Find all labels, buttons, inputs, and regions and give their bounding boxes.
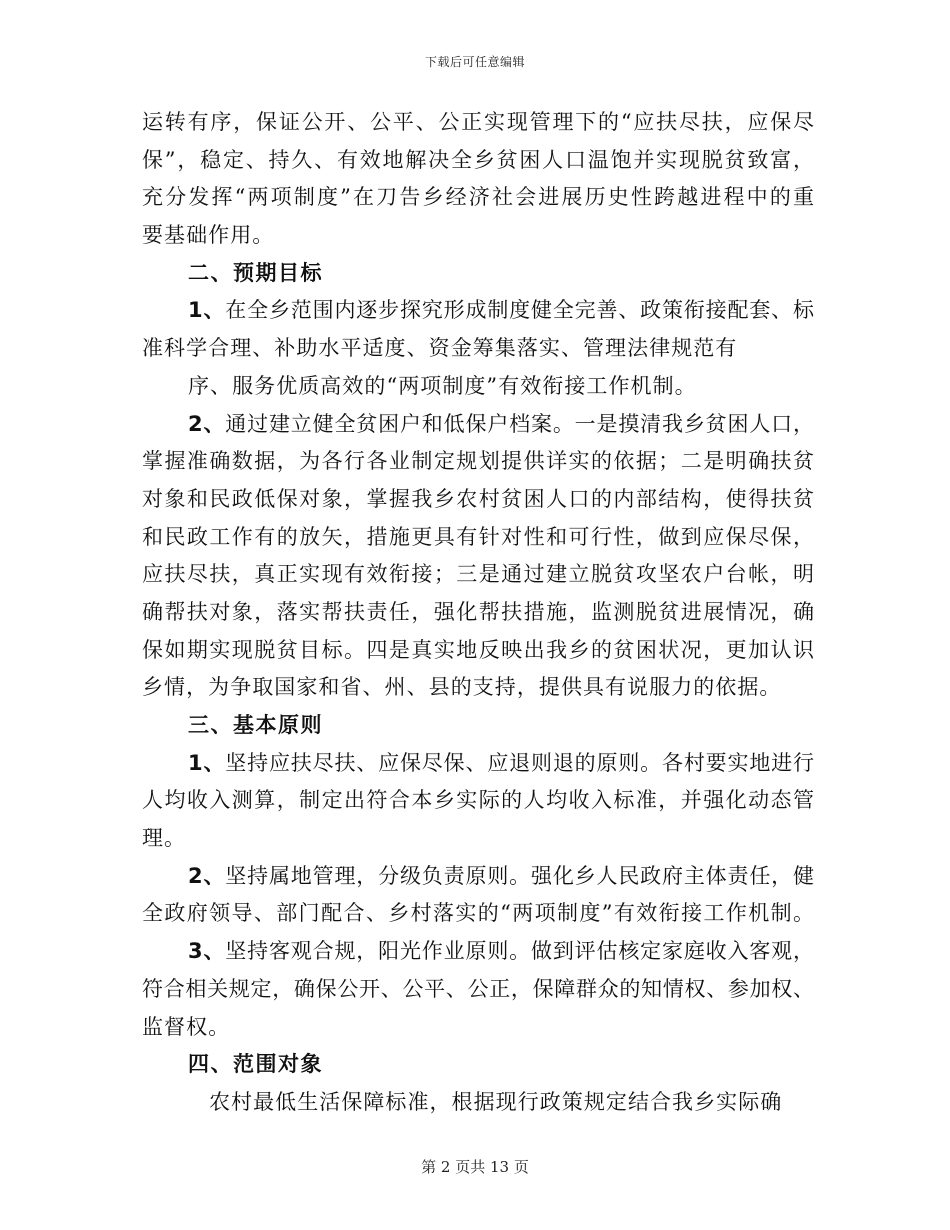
text-line: 全政府领导、部门配合、乡村落实的“两项制度”有效衔接工作机制。 <box>142 901 814 926</box>
text-line: 掌握准确数据，为各行各业制定规划提供详实的依据；二是明确扶贫 <box>142 449 814 474</box>
section-heading: 四、范围对象 <box>188 1052 323 1077</box>
text-line: 充分发挥“两项制度”在刀告乡经济社会进展历史性跨越进程中的重 <box>142 185 814 210</box>
text-line: 运转有序，保证公开、公平、公正实现管理下的“应扶尽扶，应保尽 <box>142 110 814 134</box>
document-body <box>142 104 814 1122</box>
item-number: 1、 <box>188 750 226 775</box>
item-number: 2、 <box>188 411 226 436</box>
item-number: 1、 <box>188 298 226 323</box>
item-text: 在全乡范围内逐步探究形成制度健全完善、政策衔接配套、标 <box>225 298 814 323</box>
numbered-paragraph-line <box>142 858 814 896</box>
numbered-paragraph-line <box>142 406 814 444</box>
text-line: 准科学合理、补助水平适度、资金筹集落实、管理法律规范有 <box>142 336 738 361</box>
item-text: 坚持应扶尽扶、应保尽保、应退则退的原则。各村要实地进行 <box>225 750 814 775</box>
text-line: 农村最低生活保障标准，根据现行政策规定结合我乡实际确 <box>209 1089 783 1114</box>
text-line: 保如期实现脱贫目标。四是真实地反映出我乡的贫困状况，更加认识 <box>142 637 814 662</box>
text-line: 保”，稳定、持久、有效地解决全乡贫困人口温饱并实现脱贫致富， <box>142 147 814 172</box>
item-text: 坚持客观合规，阳光作业原则。做到评估核定家庭收入客观， <box>225 939 814 964</box>
section-heading: 二、预期目标 <box>188 260 323 285</box>
numbered-paragraph-line <box>142 933 814 971</box>
text-line: 应扶尽扶，真正实现有效衔接；三是通过建立脱贫攻坚农户台帐，明 <box>142 562 814 587</box>
numbered-paragraph-line <box>142 292 814 330</box>
text-line: 人均收入测算，制定出符合本乡实际的人均收入标准，并强化动态管 <box>142 788 814 813</box>
text-line: 和民政工作有的放矢，措施更具有针对性和可行性，做到应保尽保， <box>142 524 814 549</box>
text-line: 序、服务优质高效的“两项制度”有效衔接工作机制。 <box>188 373 697 398</box>
text-line: 监督权。 <box>142 1014 231 1039</box>
section-heading: 三、基本原则 <box>188 713 323 737</box>
numbered-paragraph-line <box>142 745 814 783</box>
text-line: 确帮扶对象，落实帮扶责任，强化帮扶措施，监测脱贫进展情况，确 <box>142 599 814 624</box>
text-line: 符合相关规定，确保公开、公平、公正，保障群众的知情权、参加权、 <box>142 976 814 1001</box>
page-header: 下载后可任意编辑 <box>424 55 525 69</box>
text-line: 要基础作用。 <box>142 223 275 248</box>
item-text: 通过建立健全贫困户和低保户档案。一是摸清我乡贫困人口， <box>225 411 814 436</box>
item-number: 3、 <box>188 939 226 964</box>
item-text: 坚持属地管理，分级负责原则。强化乡人民政府主体责任，健 <box>225 863 814 888</box>
page-footer: 第 2 页共 13 页 <box>421 1158 529 1176</box>
text-line: 理。 <box>142 826 187 851</box>
text-line: 对象和民政低保对象，掌握我乡农村贫困人口的内部结构，使得扶贫 <box>142 486 814 511</box>
item-number: 2、 <box>188 863 226 888</box>
text-line: 乡情，为争取国家和省、州、县的支持，提供具有说服力的依据。 <box>142 675 782 700</box>
